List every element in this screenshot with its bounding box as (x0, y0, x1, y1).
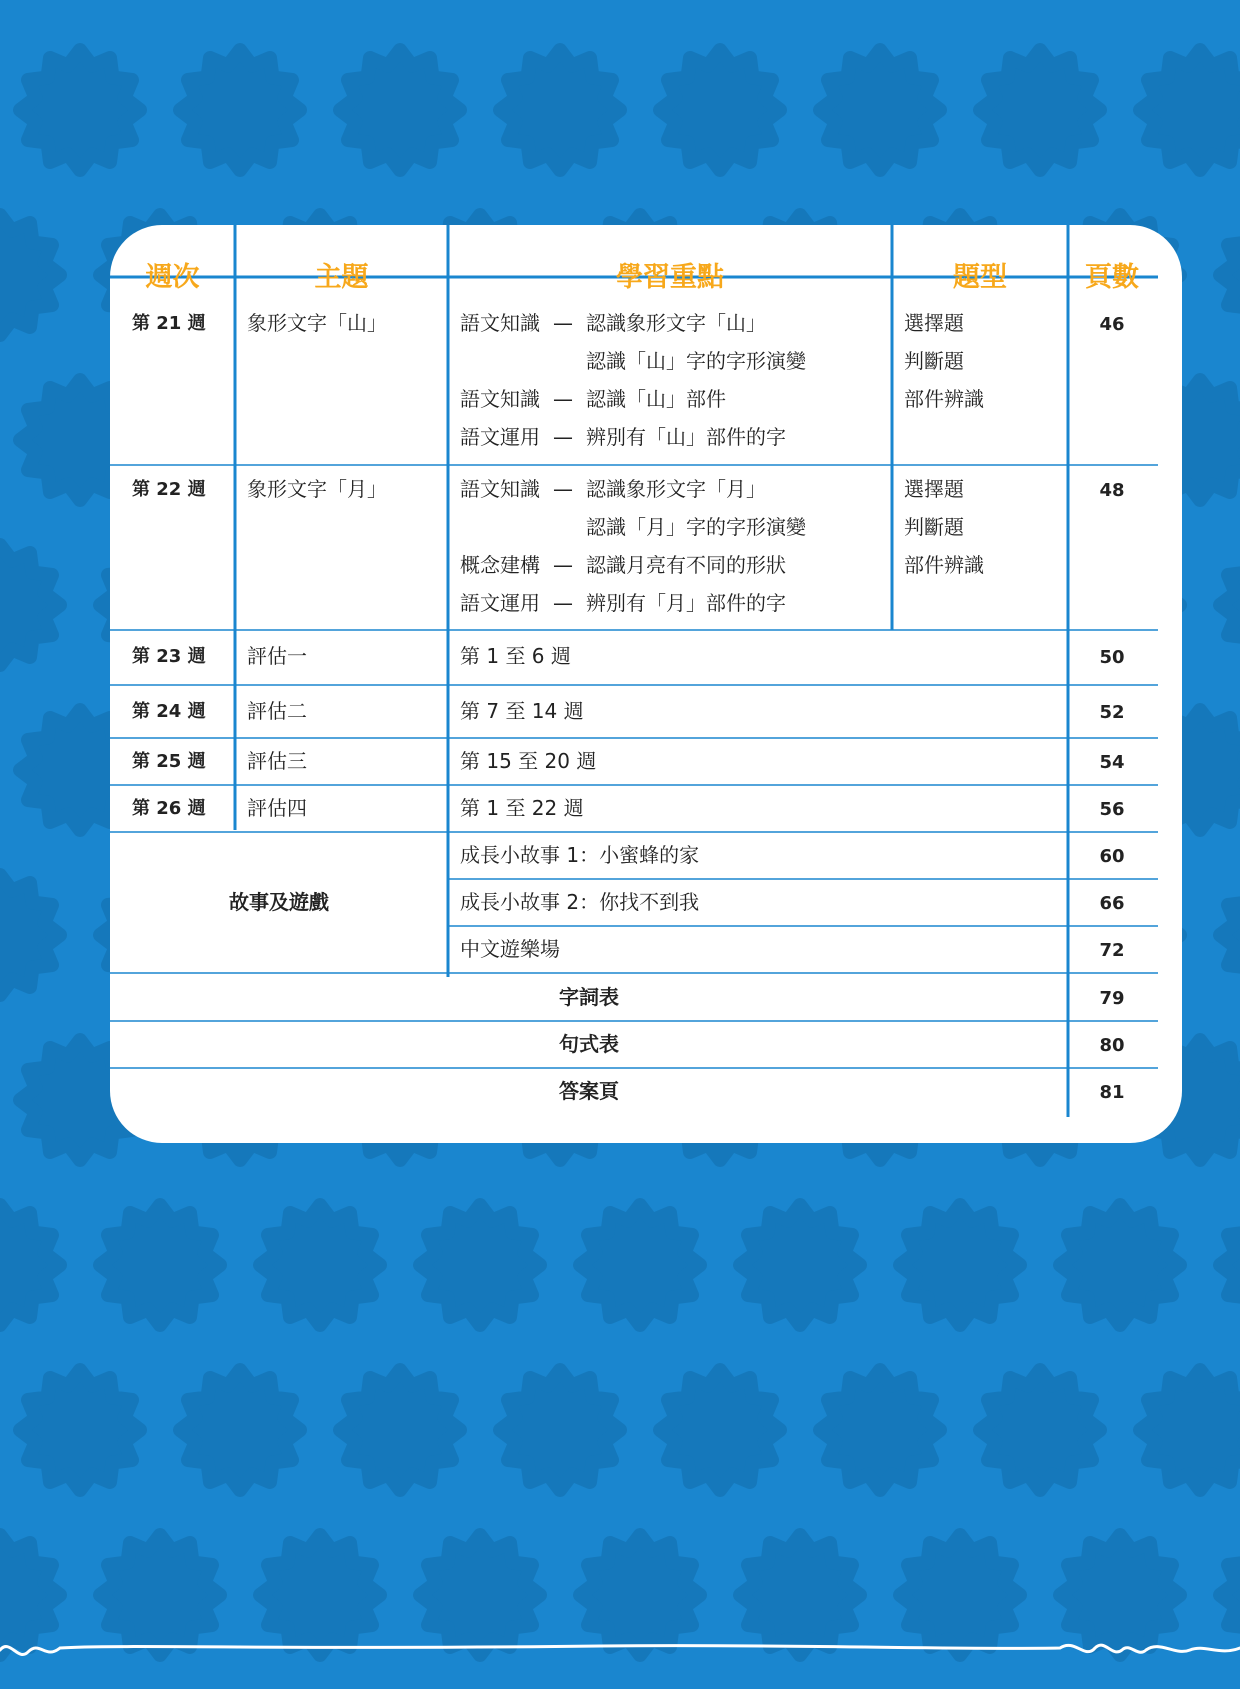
flower-shape (500, 50, 620, 170)
flower-shape (900, 1205, 1020, 1325)
focus-category: 語文知識 (460, 387, 540, 411)
focus-text: 認識月亮有不同的形狀 (586, 553, 786, 577)
wavy-line-decoration (0, 1630, 1240, 1670)
story-title: 成長小故事 2：你找不到我 (460, 890, 700, 914)
page-number: 79 (1099, 988, 1125, 1009)
flower-shape (340, 50, 460, 170)
page-number: 50 (1099, 647, 1125, 668)
header-question-type: 題型 (953, 262, 1007, 293)
focus-text: 辨別有「月」部件的字 (586, 591, 786, 615)
flower-shape (100, 1205, 220, 1325)
flower-shape (1140, 1370, 1240, 1490)
flower-shape (1140, 50, 1240, 170)
page-number: 72 (1099, 940, 1125, 961)
game-title: 中文遊樂場 (460, 937, 560, 961)
theme-cell: 象形文字「山」 (247, 311, 387, 335)
page-number: 81 (1099, 1082, 1125, 1103)
story-title: 成長小故事 1：小蜜蜂的家 (460, 843, 700, 867)
theme-cell: 評估四 (247, 796, 307, 820)
type-item: 部件辨識 (904, 387, 984, 411)
type-item: 判斷題 (904, 349, 964, 373)
page-number: 46 (1099, 314, 1125, 335)
type-item: 選擇題 (904, 311, 964, 335)
flower-shape (0, 215, 60, 335)
page-number: 56 (1099, 799, 1125, 820)
focus-dash: — (553, 553, 573, 577)
type-item: 判斷題 (904, 515, 964, 539)
appendix-title: 句式表 (559, 1032, 619, 1056)
flower-shape (980, 1370, 1100, 1490)
header-learning-focus: 學習重點 (616, 262, 724, 293)
appendix-title: 答案頁 (559, 1079, 619, 1103)
table-of-contents-card (110, 225, 1182, 1143)
focus-category: 語文運用 (460, 591, 540, 615)
stories-and-games-label: 故事及遊戲 (229, 890, 329, 914)
flower-shape (660, 50, 780, 170)
theme-cell: 評估二 (247, 699, 307, 723)
focus-text: 第 1 至 6 週 (460, 644, 571, 668)
type-item: 部件辨識 (904, 553, 984, 577)
page-number: 52 (1099, 702, 1125, 723)
theme-cell: 評估三 (247, 749, 307, 773)
flower-shape (1220, 875, 1240, 995)
flower-shape (500, 1370, 620, 1490)
focus-category: 語文知識 (460, 311, 540, 335)
focus-dash: — (553, 591, 573, 615)
type-item: 選擇題 (904, 477, 964, 501)
theme-cell: 象形文字「月」 (247, 477, 387, 501)
flower-shape (180, 1370, 300, 1490)
flower-shape (580, 1205, 700, 1325)
flower-shape (820, 50, 940, 170)
week-label: 第 23 週 (132, 646, 206, 667)
flower-shape (20, 1370, 140, 1490)
focus-category: 概念建構 (460, 553, 540, 577)
focus-dash: — (553, 477, 573, 501)
flower-shape (660, 1370, 780, 1490)
focus-text: 第 7 至 14 週 (460, 699, 584, 723)
week-label: 第 21 週 (132, 313, 206, 334)
header-theme: 主題 (314, 262, 369, 293)
appendix-title: 字詞表 (559, 985, 619, 1009)
focus-text: 認識「月」字的字形演變 (586, 515, 806, 539)
focus-text: 第 1 至 22 週 (460, 796, 584, 820)
week-label: 第 25 週 (132, 751, 206, 772)
focus-category: 語文知識 (460, 477, 540, 501)
focus-text: 認識「山」字的字形演變 (586, 349, 806, 373)
flower-shape (820, 1370, 940, 1490)
flower-shape (0, 1205, 60, 1325)
focus-text: 認識象形文字「月」 (586, 477, 766, 501)
page-number: 80 (1099, 1035, 1125, 1056)
flower-shape (420, 1205, 540, 1325)
flower-shape (260, 1205, 380, 1325)
flower-shape (180, 50, 300, 170)
week-label: 第 24 週 (132, 701, 206, 722)
flower-shape (340, 1370, 460, 1490)
focus-dash: — (553, 387, 573, 411)
focus-text: 認識象形文字「山」 (586, 311, 766, 335)
focus-category: 語文運用 (460, 425, 540, 449)
flower-shape (20, 50, 140, 170)
flower-shape (0, 875, 60, 995)
page-number: 54 (1099, 752, 1125, 773)
page-number: 60 (1099, 846, 1125, 867)
header-page: 頁數 (1085, 262, 1139, 293)
focus-text: 第 15 至 20 週 (460, 749, 597, 773)
flower-shape (0, 545, 60, 665)
flower-shape (1220, 215, 1240, 335)
flower-shape (1220, 545, 1240, 665)
page-number: 66 (1099, 893, 1125, 914)
week-label: 第 26 週 (132, 798, 206, 819)
flower-shape (1220, 1205, 1240, 1325)
focus-dash: — (553, 311, 573, 335)
focus-dash: — (553, 425, 573, 449)
header-week: 週次 (145, 262, 200, 293)
flower-shape (980, 50, 1100, 170)
focus-text: 認識「山」部件 (586, 387, 726, 411)
flower-shape (1060, 1205, 1180, 1325)
focus-text: 辨別有「山」部件的字 (586, 425, 786, 449)
flower-shape (740, 1205, 860, 1325)
theme-cell: 評估一 (247, 644, 307, 668)
page-number: 48 (1099, 480, 1125, 501)
week-label: 第 22 週 (132, 479, 206, 500)
